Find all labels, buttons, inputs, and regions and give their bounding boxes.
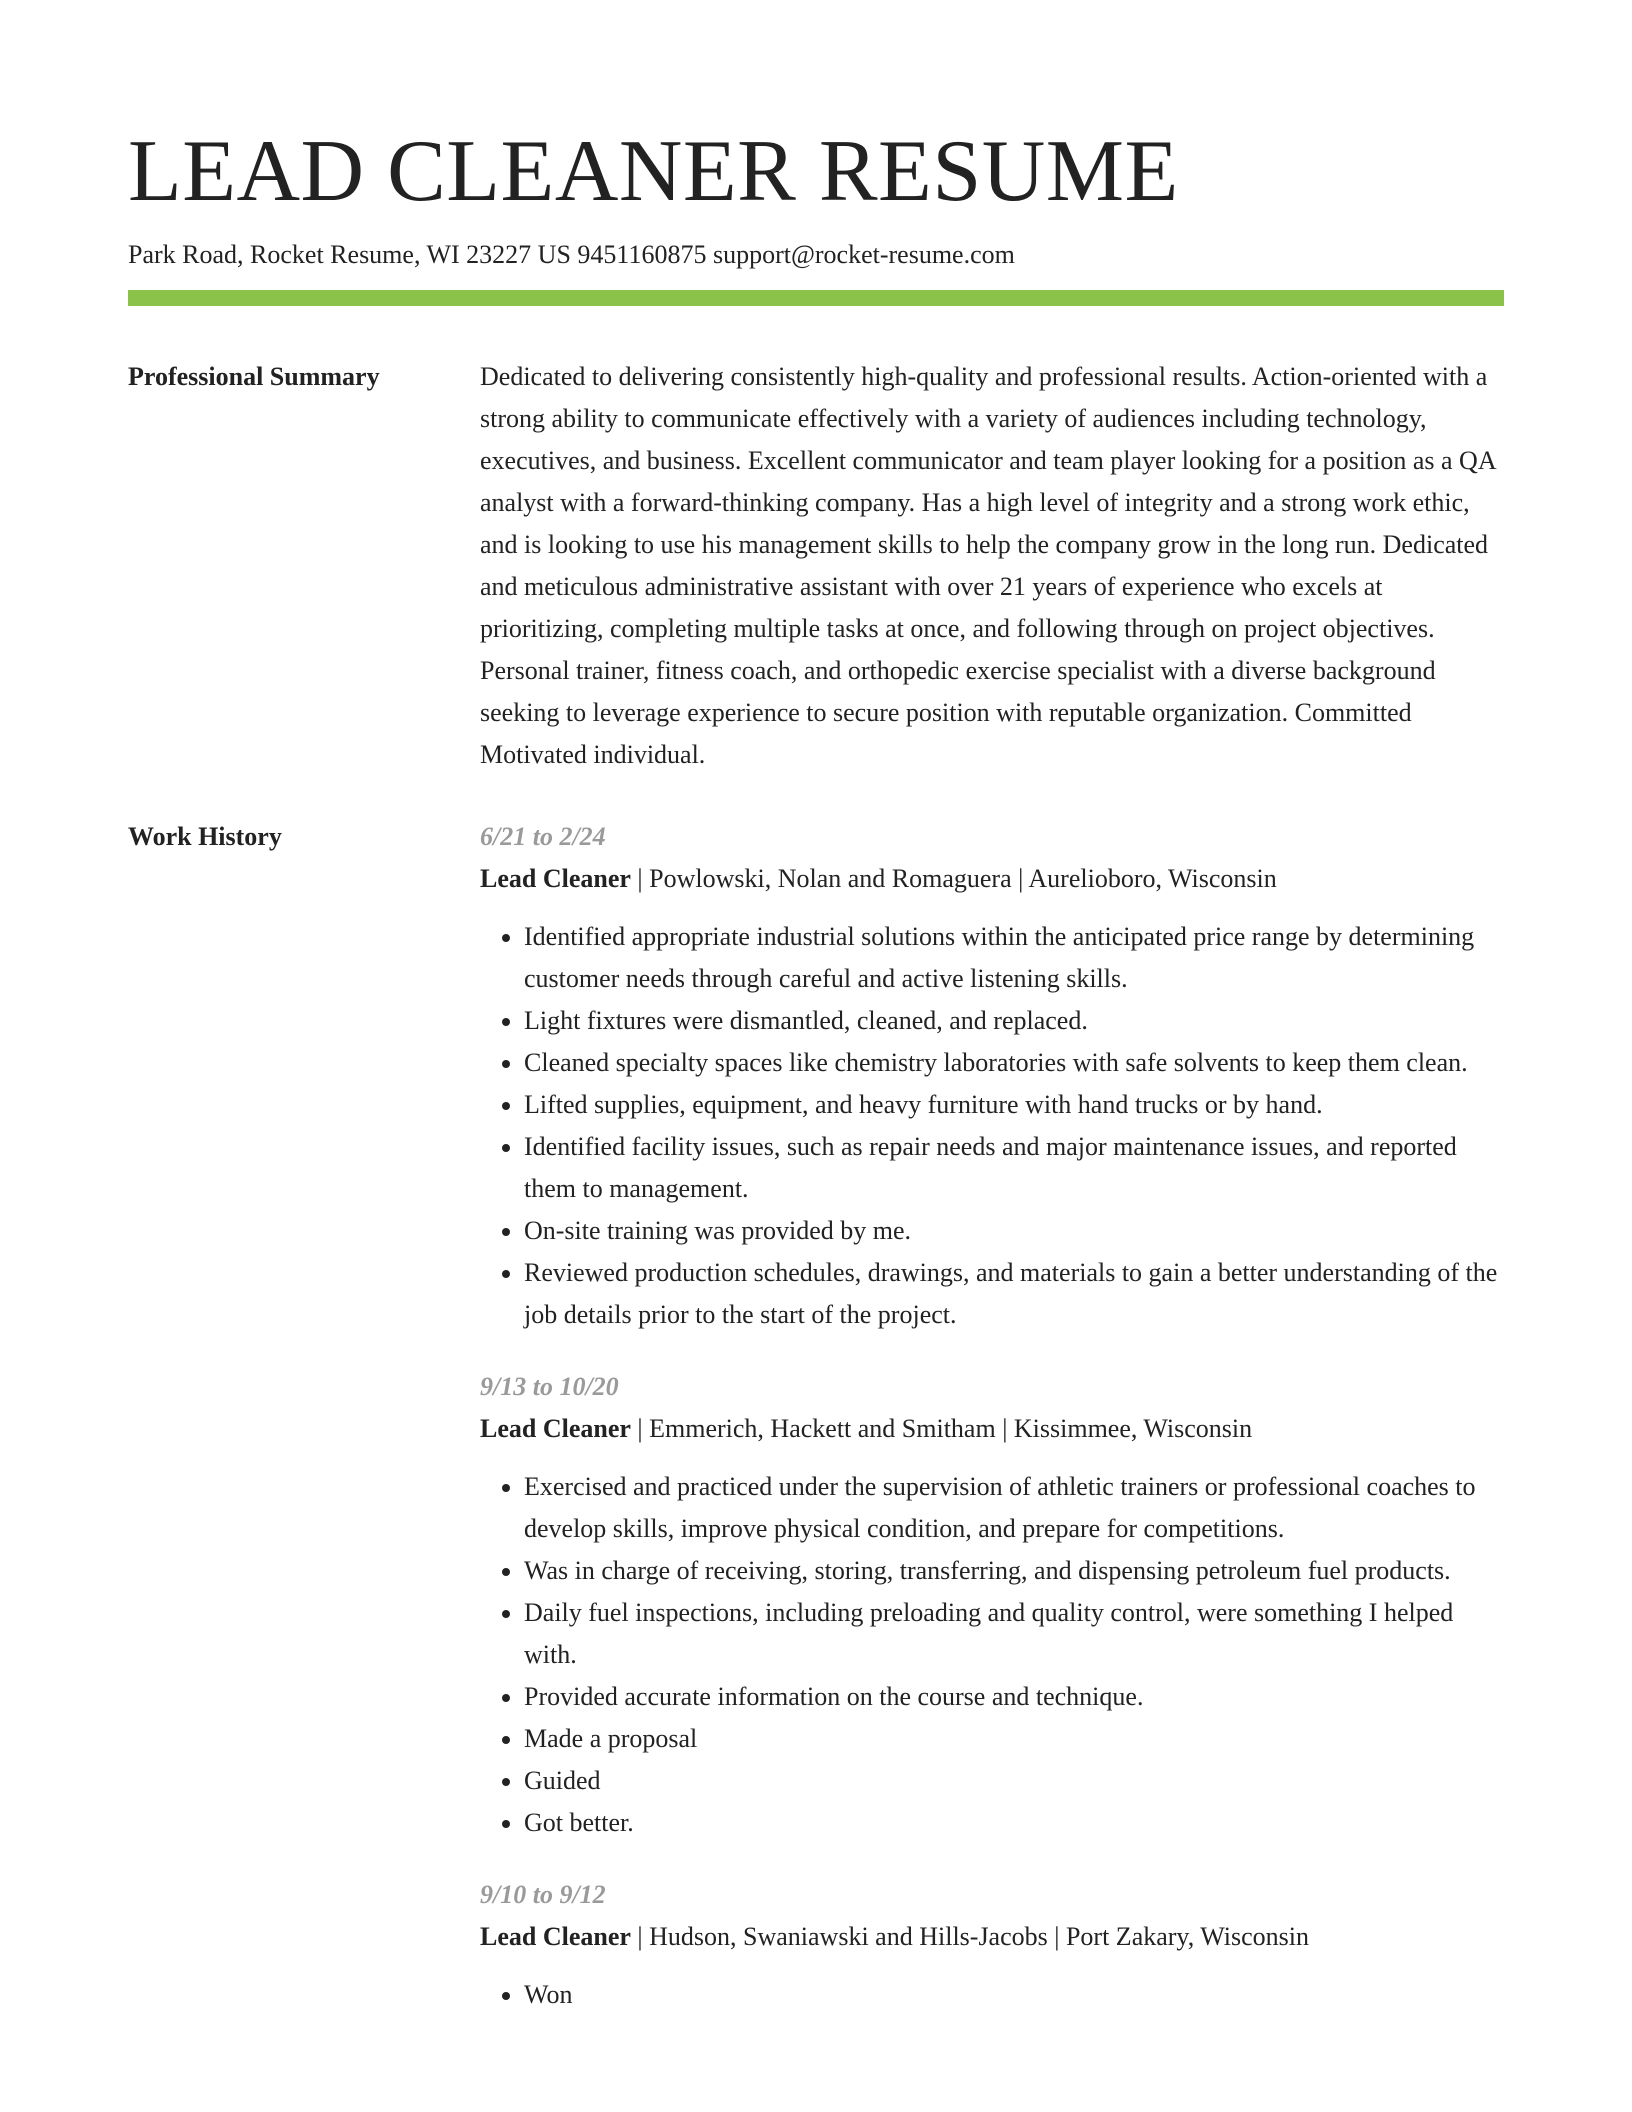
section-label-summary: Professional Summary: [128, 362, 380, 391]
job-entry: [480, 1366, 1504, 1844]
work-history-body: [480, 816, 1504, 2046]
job-bullets: [480, 1466, 1504, 1844]
job-bullet: • Exercised and practiced under the supervision of athletic trainers or professional coaches to develop skills, improve physical condition, and prepare for competitions.: [524, 1466, 1504, 1550]
job-bullets: [480, 916, 1504, 1336]
job-bullet: • Identified facility issues, such as repair needs and major maintenance issues, and reported them to management.: [524, 1126, 1504, 1210]
job-bullet: • Got better.: [524, 1802, 1504, 1844]
job-dates: 9/10 to 9/12: [480, 1880, 606, 1909]
job-bullets: [480, 1974, 1504, 2016]
job-details: | Powlowski, Nolan and Romaguera | Aurelioboro, Wisconsin: [630, 864, 1277, 893]
job-entry: [480, 816, 1504, 1336]
job-title-line: [480, 1408, 1504, 1450]
resume-title: LEAD CLEANER RESUME: [128, 123, 1179, 220]
job-bullet: • Reviewed production schedules, drawings, and materials to gain a better understanding of the job details prior to the start of the project.: [524, 1252, 1504, 1336]
job-bullet: • Was in charge of receiving, storing, transferring, and dispensing petroleum fuel products.: [524, 1550, 1504, 1592]
job-title: Lead Cleaner: [480, 1414, 631, 1443]
job-details: | Emmerich, Hackett and Smitham | Kissimmee, Wisconsin: [630, 1414, 1253, 1443]
job-entry: [480, 1874, 1504, 2016]
job-details: | Hudson, Swaniawski and Hills-Jacobs | Port Zakary, Wisconsin: [630, 1922, 1309, 1951]
section-label-work-history: Work History: [128, 822, 282, 851]
job-bullet: • Lifted supplies, equipment, and heavy furniture with hand trucks or by hand.: [524, 1084, 1504, 1126]
job-bullet: • Made a proposal: [524, 1718, 1504, 1760]
job-bullet: • Identified appropriate industrial solutions within the anticipated price range by determining customer needs through careful and active listening skills.: [524, 916, 1504, 1000]
work-history-section: [128, 816, 1504, 2046]
job-bullet: • Daily fuel inspections, including preloading and quality control, were something I helped with.: [524, 1592, 1504, 1676]
job-title-line: [480, 1916, 1504, 1958]
job-bullet: • Cleaned specialty spaces like chemistry laboratories with safe solvents to keep them clean.: [524, 1042, 1504, 1084]
resume-page: [128, 0, 1504, 2046]
job-dates: 9/13 to 10/20: [480, 1372, 619, 1401]
job-title: Lead Cleaner: [480, 1922, 631, 1951]
summary-text: Dedicated to delivering consistently high-quality and professional results. Action-oriented with a strong ability to communicate effectively with a variety of audiences including technology, executives, and business. Excellent communicator and team player looking for a position as a QA analyst with a forward-thinking company. Has a high level of integrity and a strong work ethic, and is looking to use his management skills to help the company grow in the long run. Dedicated and meticulous administrative assistant with over 21 years of experience who excels at prioritizing, completing multiple tasks at once, and following through on project objectives. Personal trainer, fitness coach, and orthopedic exercise specialist with a diverse background seeking to leverage experience to secure position with reputable organization. Committed Motivated individual.: [480, 362, 1496, 769]
contact-line: Park Road, Rocket Resume, WI 23227 US 9451160875 support@rocket-resume.com: [128, 240, 1015, 269]
job-bullet: • On-site training was provided by me.: [524, 1210, 1504, 1252]
job-bullet: • Won: [524, 1974, 1504, 2016]
job-dates: 6/21 to 2/24: [480, 822, 606, 851]
job-title-line: [480, 858, 1504, 900]
job-bullet: • Guided: [524, 1760, 1504, 1802]
accent-divider: [128, 290, 1504, 306]
summary-body: [480, 356, 1504, 776]
professional-summary-section: [128, 356, 1504, 776]
job-bullet: • Light fixtures were dismantled, cleaned, and replaced.: [524, 1000, 1504, 1042]
job-bullet: • Provided accurate information on the course and technique.: [524, 1676, 1504, 1718]
job-title: Lead Cleaner: [480, 864, 631, 893]
